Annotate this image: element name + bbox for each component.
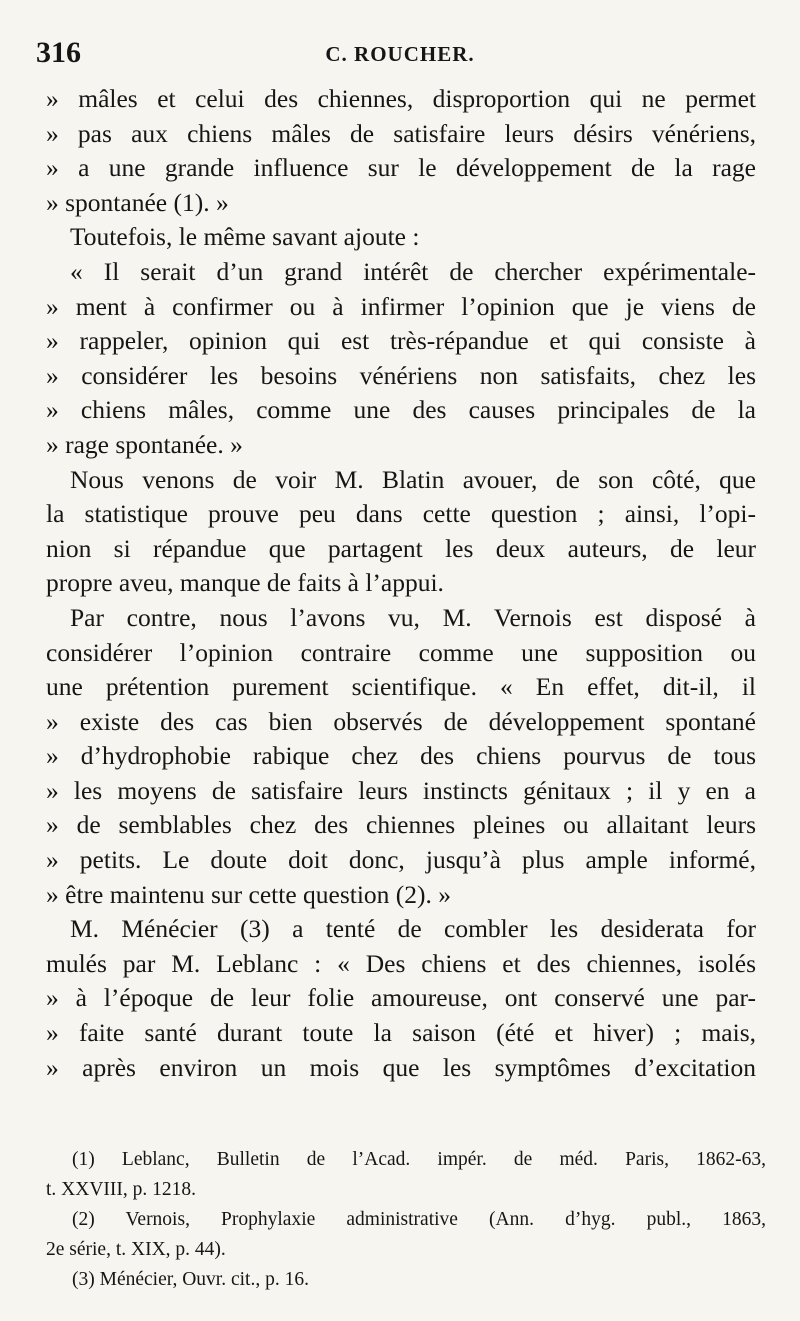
page-number: 316 — [36, 36, 81, 69]
footnote-line: t. XXVIII, p. 1218. — [46, 1179, 197, 1200]
text-line: » les moyens de satisfaire leurs instincts génitaux ; il y en a — [46, 775, 756, 805]
footnote-line: (2) Vernois, Prophylaxie administrative (Ann. d’hyg. publ., 1863, — [72, 1209, 766, 1230]
text-line: » de semblables chez des chiennes pleines ou allaitant leurs — [46, 810, 756, 840]
text-line: M. Ménécier (3) a tenté de combler les desiderata for — [70, 914, 756, 944]
text-line: » après environ un mois que les symptômes d’excitation — [46, 1052, 756, 1082]
text-line: » existe des cas bien observés de développement spontané — [46, 706, 756, 736]
text-line: propre aveu, manque de faits à l’appui. — [46, 568, 444, 598]
text-line: Par contre, nous l’avons vu, M. Vernois est disposé à — [70, 602, 756, 632]
text-line: » d’hydrophobie rabique chez des chiens pourvus de tous — [46, 741, 756, 771]
text-line: » a une grande influence sur le développement de la rage — [46, 153, 756, 183]
text-line: » à l’époque de leur folie amoureuse, ont conservé une par- — [46, 983, 756, 1013]
text-line: considérer l’opinion contraire comme une supposition ou — [46, 637, 756, 667]
footnote-line: (1) Leblanc, Bulletin de l’Acad. impér. de méd. Paris, 1862-63, — [72, 1149, 766, 1170]
footnotes — [46, 1145, 766, 1295]
text-line: mulés par M. Leblanc : « Des chiens et des chiennes, isolés — [46, 948, 756, 978]
text-line: » faite santé durant toute la saison (été et hiver) ; mais, — [46, 1018, 756, 1048]
text-line: une prétention purement scientifique. « En effet, dit-il, il — [46, 672, 756, 702]
running-title: C. ROUCHER. — [325, 42, 475, 66]
text-line: » petits. Le doute doit donc, jusqu’à plus ample informé, — [46, 845, 756, 875]
text-line: » pas aux chiens mâles de satisfaire leurs désirs vénériens, — [46, 118, 756, 148]
text-line: » chiens mâles, comme une des causes principales de la — [46, 395, 756, 425]
footnote-line: 2e série, t. XIX, p. 44). — [46, 1239, 226, 1260]
text-line: » être maintenu sur cette question (2). » — [46, 879, 452, 909]
text-line: nion si répandue que partagent les deux auteurs, de leur — [46, 533, 756, 563]
text-line: Nous venons de voir M. Blatin avouer, de son côté, que — [70, 464, 756, 494]
text-line: » ment à confirmer ou à infirmer l’opinion que je viens de — [46, 291, 756, 321]
text-line: la statistique prouve peu dans cette question ; ainsi, l’opi- — [46, 499, 756, 529]
body-text — [46, 82, 756, 1085]
text-line: » considérer les besoins vénériens non satisfaits, chez les — [46, 360, 756, 390]
text-line: Toutefois, le même savant ajoute : — [70, 222, 420, 252]
text-line: » mâles et celui des chiennes, disproportion qui ne permet — [46, 84, 756, 113]
footnote-line: (3) Ménécier, Ouvr. cit., p. 16. — [72, 1269, 309, 1290]
text-line: » rappeler, opinion qui est très-répandue et qui consiste à — [46, 326, 756, 356]
text-line: » spontanée (1). » — [46, 187, 229, 217]
text-line: « Il serait d’un grand intérêt de chercher expérimentale- — [70, 256, 756, 286]
text-line: » rage spontanée. » — [46, 429, 243, 459]
page-header — [36, 36, 764, 70]
